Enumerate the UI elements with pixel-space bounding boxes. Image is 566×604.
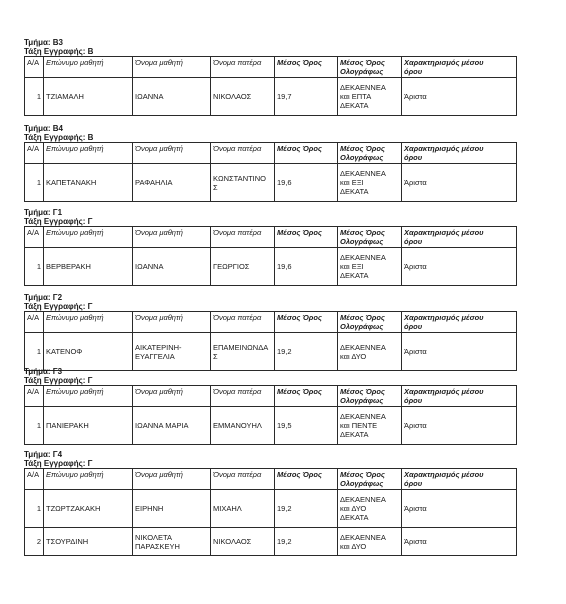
enrollment-grade: Τάξη Εγγραφής: Γ — [24, 459, 93, 468]
column-header: Όνομα μαθητή — [133, 57, 211, 78]
table-header-row — [25, 469, 517, 490]
enrollment-grade: Τάξη Εγγραφής: Γ — [24, 302, 93, 311]
column-header: Χαρακτηρισμός μέσου όρου — [402, 386, 517, 407]
average-grade: 19,2 — [275, 490, 338, 528]
column-header: Μέσος Όρος Ολογράφως — [338, 469, 402, 490]
column-header: Όνομα μαθητή — [133, 312, 211, 333]
column-header: Επώνυμο μαθητή — [44, 312, 133, 333]
column-header: Όνομα μαθητή — [133, 227, 211, 248]
average-grade: 19,7 — [275, 78, 338, 116]
grade-characterization: Άριστα — [402, 78, 517, 116]
column-header: Όνομα πατέρα — [211, 469, 275, 490]
row-number: 1 — [25, 78, 44, 116]
section-header — [24, 293, 516, 311]
father-name: ΚΩΝΣΤΑΝΤΙΝΟ Σ — [211, 164, 275, 202]
student-name: ΙΩΑΝΝΑ ΜΑΡΙΑ — [133, 407, 211, 445]
students-table — [24, 385, 517, 445]
class-section — [24, 38, 516, 116]
column-header: Χαρακτηρισμός μέσου όρου — [402, 143, 517, 164]
column-header: Επώνυμο μαθητή — [44, 469, 133, 490]
average-grade: 19,2 — [275, 528, 338, 556]
section-header — [24, 450, 516, 468]
father-name: ΕΜΜΑΝΟΥΗΛ — [211, 407, 275, 445]
student-surname: ΤΖΩΡΤΖΑΚΑΚΗ — [44, 490, 133, 528]
class-title: Τμήμα: Γ3 — [24, 367, 63, 376]
column-header: Α/Α — [25, 57, 44, 78]
average-in-words: ΔΕΚΑΕΝΝΕΑ και ΔΥΟ ΔΕΚΑΤΑ — [338, 490, 402, 528]
table-header-row — [25, 227, 517, 248]
class-title: Τμήμα: Γ4 — [24, 450, 63, 459]
enrollment-grade: Τάξη Εγγραφής: Β — [24, 47, 94, 56]
column-header: Μέσος Όρος — [275, 312, 338, 333]
row-number: 1 — [25, 490, 44, 528]
column-header: Όνομα πατέρα — [211, 57, 275, 78]
student-surname: ΒΕΡΒΕΡΑΚΗ — [44, 248, 133, 286]
grade-characterization: Άριστα — [402, 528, 517, 556]
section-header — [24, 124, 516, 142]
table-row — [25, 490, 517, 528]
average-grade: 19,2 — [275, 333, 338, 371]
average-in-words: ΔΕΚΑΕΝΝΕΑ και ΕΞΙ ΔΕΚΑΤΑ — [338, 164, 402, 202]
section-header — [24, 38, 516, 56]
average-in-words: ΔΕΚΑΕΝΝΕΑ και ΔΥΟ — [338, 333, 402, 371]
column-header: Μέσος Όρος — [275, 386, 338, 407]
column-header: Χαρακτηρισμός μέσου όρου — [402, 227, 517, 248]
column-header: Α/Α — [25, 227, 44, 248]
class-section — [24, 124, 516, 202]
table-row — [25, 248, 517, 286]
enrollment-grade: Τάξη Εγγραφής: Γ — [24, 217, 93, 226]
table-row — [25, 407, 517, 445]
row-number: 1 — [25, 407, 44, 445]
students-table — [24, 142, 517, 202]
students-table — [24, 311, 517, 371]
column-header: Όνομα μαθητή — [133, 386, 211, 407]
row-number: 1 — [25, 333, 44, 371]
average-grade: 19,5 — [275, 407, 338, 445]
students-table — [24, 226, 517, 286]
row-number: 2 — [25, 528, 44, 556]
students-table — [24, 468, 517, 556]
column-header: Επώνυμο μαθητή — [44, 143, 133, 164]
class-section — [24, 293, 516, 371]
column-header: Μέσος Όρος Ολογράφως — [338, 386, 402, 407]
table-row — [25, 333, 517, 371]
column-header: Όνομα πατέρα — [211, 312, 275, 333]
class-title: Τμήμα: Β3 — [24, 38, 63, 47]
student-name: ΝΙΚΟΛΕΤΑ ΠΑΡΑΣΚΕΥΗ — [133, 528, 211, 556]
column-header: Μέσος Όρος Ολογράφως — [338, 57, 402, 78]
average-grade: 19,6 — [275, 248, 338, 286]
enrollment-grade: Τάξη Εγγραφής: Β — [24, 133, 94, 142]
average-in-words: ΔΕΚΑΕΝΝΕΑ και ΕΞΙ ΔΕΚΑΤΑ — [338, 248, 402, 286]
column-header: Επώνυμο μαθητή — [44, 386, 133, 407]
column-header: Όνομα μαθητή — [133, 469, 211, 490]
average-in-words: ΔΕΚΑΕΝΝΕΑ και ΕΠΤΑ ΔΕΚΑΤΑ — [338, 78, 402, 116]
column-header: Μέσος Όρος — [275, 227, 338, 248]
student-name: ΡΑΦΑΗΛΙΑ — [133, 164, 211, 202]
grade-characterization: Άριστα — [402, 490, 517, 528]
student-surname: ΚΑΤΕΝΟΦ — [44, 333, 133, 371]
student-surname: ΤΖΙΑΜΑΛΗ — [44, 78, 133, 116]
table-row — [25, 164, 517, 202]
class-section — [24, 450, 516, 556]
column-header: Α/Α — [25, 469, 44, 490]
column-header: Μέσος Όρος — [275, 143, 338, 164]
average-in-words: ΔΕΚΑΕΝΝΕΑ και ΔΥΟ — [338, 528, 402, 556]
column-header: Μέσος Όρος — [275, 469, 338, 490]
student-surname: ΤΣΟΥΡΔΙΝΗ — [44, 528, 133, 556]
section-header — [24, 208, 516, 226]
column-header: Χαρακτηρισμός μέσου όρου — [402, 312, 517, 333]
student-name: ΙΩΑΝΝΑ — [133, 248, 211, 286]
column-header: Α/Α — [25, 386, 44, 407]
student-name: ΙΩΑΝΝΑ — [133, 78, 211, 116]
grade-characterization: Άριστα — [402, 407, 517, 445]
average-in-words: ΔΕΚΑΕΝΝΕΑ και ΠΕΝΤΕ ΔΕΚΑΤΑ — [338, 407, 402, 445]
student-name: ΑΙΚΑΤΕΡΙΝΗ- ΕΥΑΓΓΕΛΙΑ — [133, 333, 211, 371]
class-title: Τμήμα: Γ2 — [24, 293, 63, 302]
father-name: ΕΠΑΜΕΙΝΩΝΔΑ Σ — [211, 333, 275, 371]
column-header: Επώνυμο μαθητή — [44, 227, 133, 248]
table-header-row — [25, 386, 517, 407]
column-header: Όνομα μαθητή — [133, 143, 211, 164]
class-title: Τμήμα: Γ1 — [24, 208, 63, 217]
grade-characterization: Άριστα — [402, 333, 517, 371]
table-header-row — [25, 143, 517, 164]
grade-characterization: Άριστα — [402, 164, 517, 202]
column-header: Α/Α — [25, 312, 44, 333]
father-name: ΜΙΧΑΗΛ — [211, 490, 275, 528]
column-header: Όνομα πατέρα — [211, 386, 275, 407]
table-header-row — [25, 57, 517, 78]
column-header: Όνομα πατέρα — [211, 143, 275, 164]
students-table — [24, 56, 517, 116]
column-header: Α/Α — [25, 143, 44, 164]
father-name: ΝΙΚΟΛΑΟΣ — [211, 78, 275, 116]
row-number: 1 — [25, 164, 44, 202]
student-name: ΕΙΡΗΝΗ — [133, 490, 211, 528]
grade-characterization: Άριστα — [402, 248, 517, 286]
column-header: Μέσος Όρος Ολογράφως — [338, 227, 402, 248]
column-header: Επώνυμο μαθητή — [44, 57, 133, 78]
table-row — [25, 78, 517, 116]
average-grade: 19,6 — [275, 164, 338, 202]
father-name: ΝΙΚΟΛΑΟΣ — [211, 528, 275, 556]
table-row — [25, 528, 517, 556]
section-header — [24, 367, 516, 385]
column-header: Μέσος Όρος Ολογράφως — [338, 143, 402, 164]
column-header: Χαρακτηρισμός μέσου όρου — [402, 469, 517, 490]
enrollment-grade: Τάξη Εγγραφής: Γ — [24, 376, 93, 385]
class-section — [24, 208, 516, 286]
class-title: Τμήμα: Β4 — [24, 124, 63, 133]
column-header: Μέσος Όρος Ολογράφως — [338, 312, 402, 333]
student-surname: ΚΑΠΕΤΑΝΑΚΗ — [44, 164, 133, 202]
table-header-row — [25, 312, 517, 333]
column-header: Όνομα πατέρα — [211, 227, 275, 248]
column-header: Χαρακτηρισμός μέσου όρου — [402, 57, 517, 78]
row-number: 1 — [25, 248, 44, 286]
class-section — [24, 367, 516, 445]
student-surname: ΠΑΝΙΕΡΑΚΗ — [44, 407, 133, 445]
father-name: ΓΕΩΡΓΙΟΣ — [211, 248, 275, 286]
column-header: Μέσος Όρος — [275, 57, 338, 78]
